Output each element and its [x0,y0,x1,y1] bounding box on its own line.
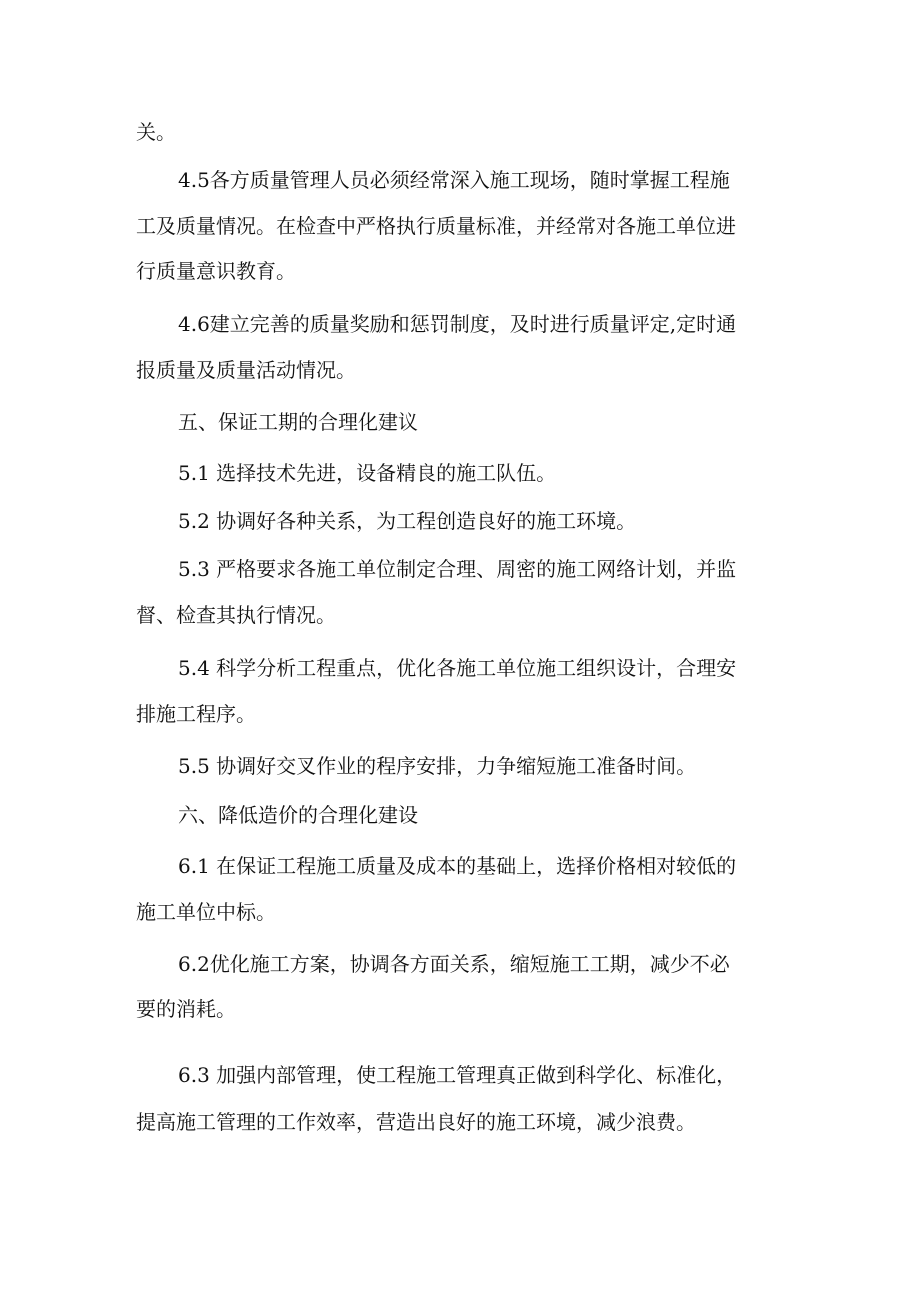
text-line: 提高施工管理的工作效率，营造出良好的施工环境，减少浪费。 [136,1110,696,1134]
text-line: 6.2优化施工方案，协调各方面关系，缩短施工工期，减少不必 [178,952,730,976]
text-line: 5.5 协调好交叉作业的程序安排，力争缩短施工准备时间。 [178,754,697,778]
text-line: 行质量意识教育。 [136,259,296,283]
text-line: 关。 [136,120,176,144]
text-line: 工及质量情况。在检查中严格执行质量标准，并经常对各施工单位进 [136,214,736,238]
section-heading: 五、保证工期的合理化建议 [178,410,418,434]
text-line: 6.1 在保证工程施工质量及成本的基础上，选择价格相对较低的 [178,854,737,878]
text-line: 施工单位中标。 [136,900,276,924]
section-heading: 六、降低造价的合理化建设 [178,803,418,827]
text-line: 要的消耗。 [136,997,236,1021]
text-line: 5.2 协调好各种关系，为工程创造良好的施工环境。 [178,509,637,533]
text-line: 4.5各方质量管理人员必须经常深入施工现场，随时掌握工程施 [178,168,730,192]
text-line: 6.3 加强内部管理，使工程施工管理真正做到科学化、标准化， [178,1063,737,1087]
text-line: 5.3 严格要求各施工单位制定合理、周密的施工网络计划，并监 [178,557,737,581]
text-line: 排施工程序。 [136,702,256,726]
text-line: 5.1 选择技术先进，设备精良的施工队伍。 [178,461,557,485]
text-line: 5.4 科学分析工程重点，优化各施工单位施工组织设计，合理安 [178,656,737,680]
text-line: 报质量及质量活动情况。 [136,358,356,382]
text-line: 4.6建立完善的质量奖励和惩罚制度，及时进行质量评定,定时通 [178,312,737,336]
text-line: 督、检查其执行情况。 [136,603,336,627]
